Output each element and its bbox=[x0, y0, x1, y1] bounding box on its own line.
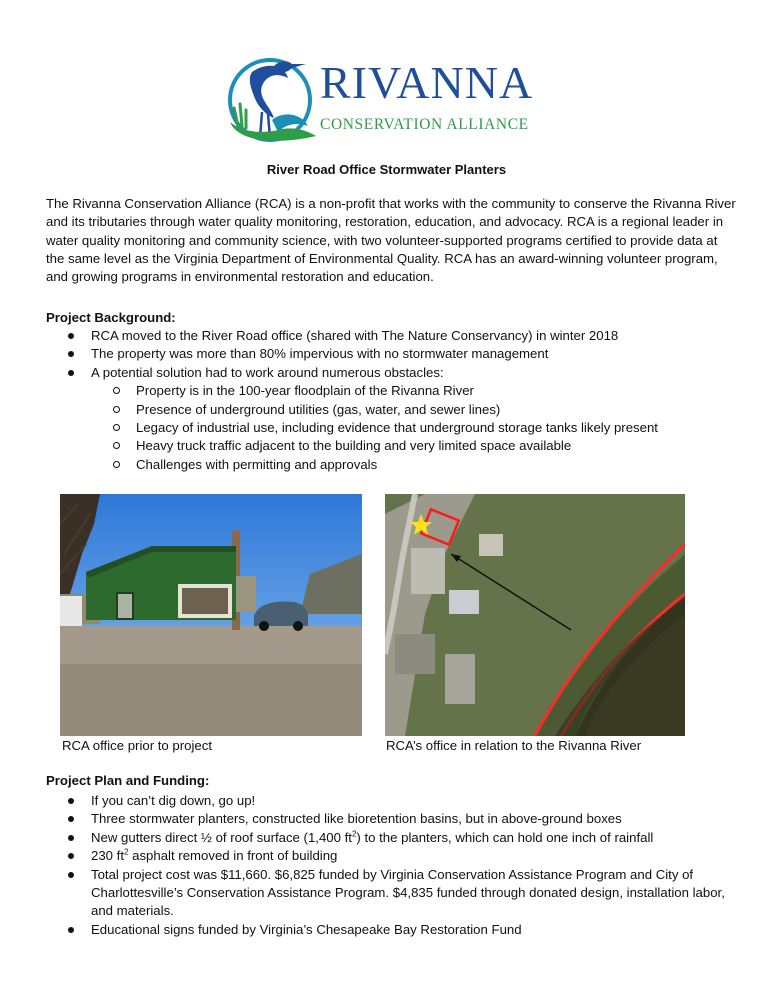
rca-logo bbox=[222, 52, 552, 142]
bullet-icon bbox=[68, 370, 74, 376]
circle-bullet-icon bbox=[113, 406, 120, 413]
list-item bbox=[91, 401, 736, 419]
list-item bbox=[46, 866, 736, 921]
list-item bbox=[46, 364, 736, 474]
office-photo-caption: RCA office prior to project bbox=[62, 738, 213, 753]
bullet-icon bbox=[68, 835, 74, 841]
list-item bbox=[91, 382, 736, 400]
bullet-text: Three stormwater planters, constructed like bioretention basins, but in above-ground boxes bbox=[91, 811, 622, 827]
bullet-text: Educational signs funded by Virginia’s Chesapeake Bay Restoration Fund bbox=[91, 921, 522, 937]
bullet-icon bbox=[68, 351, 74, 357]
circle-bullet-icon bbox=[113, 424, 120, 431]
list-item bbox=[46, 921, 736, 939]
superscript: 2 bbox=[351, 829, 357, 839]
obstacle-text: Challenges with permitting and approvals bbox=[136, 456, 378, 472]
list-item bbox=[46, 847, 736, 865]
aerial-map bbox=[385, 494, 685, 736]
gutters-text-start: New gutters direct ½ of roof surface (1,400 ft bbox=[91, 829, 352, 845]
list-item bbox=[91, 437, 736, 455]
bullet-text: If you can’t dig down, go up! bbox=[91, 793, 256, 808]
background-list bbox=[46, 327, 736, 474]
bullet-icon bbox=[68, 798, 74, 804]
obstacle-text: Property is in the 100-year floodplain of the Rivanna River bbox=[136, 383, 474, 399]
asphalt-text-start: 230 ft bbox=[91, 848, 124, 864]
list-item bbox=[91, 456, 736, 474]
page-title: River Road Office Stormwater Planters bbox=[266, 162, 507, 177]
bullet-icon bbox=[68, 872, 74, 878]
obstacle-text: Heavy truck traffic adjacent to the building and very limited space available bbox=[136, 438, 572, 454]
superscript: 2 bbox=[124, 847, 129, 857]
map-caption: RCA’s office in relation to the Rivanna River bbox=[386, 738, 642, 753]
bullet-icon bbox=[68, 927, 74, 933]
bullet-text bbox=[91, 830, 653, 845]
gutters-text-end: ) to the planters, which can hold one inch of rainfall bbox=[356, 829, 654, 845]
list-item bbox=[46, 829, 736, 847]
obstacles-list bbox=[91, 382, 736, 474]
circle-bullet-icon bbox=[113, 461, 120, 468]
background-heading: Project Background: bbox=[46, 310, 176, 325]
bullet-icon bbox=[68, 333, 74, 339]
circle-bullet-icon bbox=[113, 442, 120, 449]
bullet-icon bbox=[68, 853, 74, 859]
heron-logo-icon bbox=[222, 52, 322, 144]
bullet-text: Total project cost was $11,660. $6,825 funded by Virginia Conservation Assistance Program and City of Charlottesville’s Conservation Assistance Program. $4,835 funded through donated design, installation labor, and materials. bbox=[91, 866, 725, 919]
obstacle-text: Presence of underground utilities (gas, water, and sewer lines) bbox=[136, 401, 501, 417]
asphalt-text-end: asphalt removed in front of building bbox=[128, 848, 338, 864]
plan-list bbox=[46, 792, 736, 939]
circle-bullet-icon bbox=[113, 387, 120, 394]
plan-heading: Project Plan and Funding: bbox=[46, 773, 210, 788]
logo-name: RIVANNA bbox=[320, 57, 534, 108]
list-item bbox=[46, 792, 736, 810]
office-photo bbox=[60, 494, 362, 736]
list-item bbox=[46, 327, 736, 345]
logo-subtitle: CONSERVATION ALLIANCE bbox=[320, 116, 529, 133]
bullet-text: A potential solution had to work around numerous obstacles: bbox=[91, 364, 444, 380]
list-item bbox=[91, 419, 736, 437]
list-item bbox=[46, 345, 736, 363]
bullet-icon bbox=[68, 816, 74, 822]
bullet-text: The property was more than 80% impervious with no stormwater management bbox=[91, 346, 549, 362]
intro-paragraph: The Rivanna Conservation Alliance (RCA) is a non-profit that works with the community to conserve the Rivanna River and its tributaries through water quality monitoring, restoration, education, and advocacy. RCA is a regional leader in water quality monitoring and community science, with two volunteer-supported programs certified to provide data at the same level as the Virginia Department of Environmental Quality. RCA has an award-winning volunteer program, and growing programs in environmental restoration and education. bbox=[46, 196, 736, 285]
bullet-text bbox=[91, 848, 337, 863]
list-item bbox=[46, 810, 736, 828]
bullet-text: RCA moved to the River Road office (shared with The Nature Conservancy) in winter 2018 bbox=[91, 328, 619, 343]
obstacle-text: Legacy of industrial use, including evidence that underground storage tanks likely present bbox=[136, 420, 658, 436]
